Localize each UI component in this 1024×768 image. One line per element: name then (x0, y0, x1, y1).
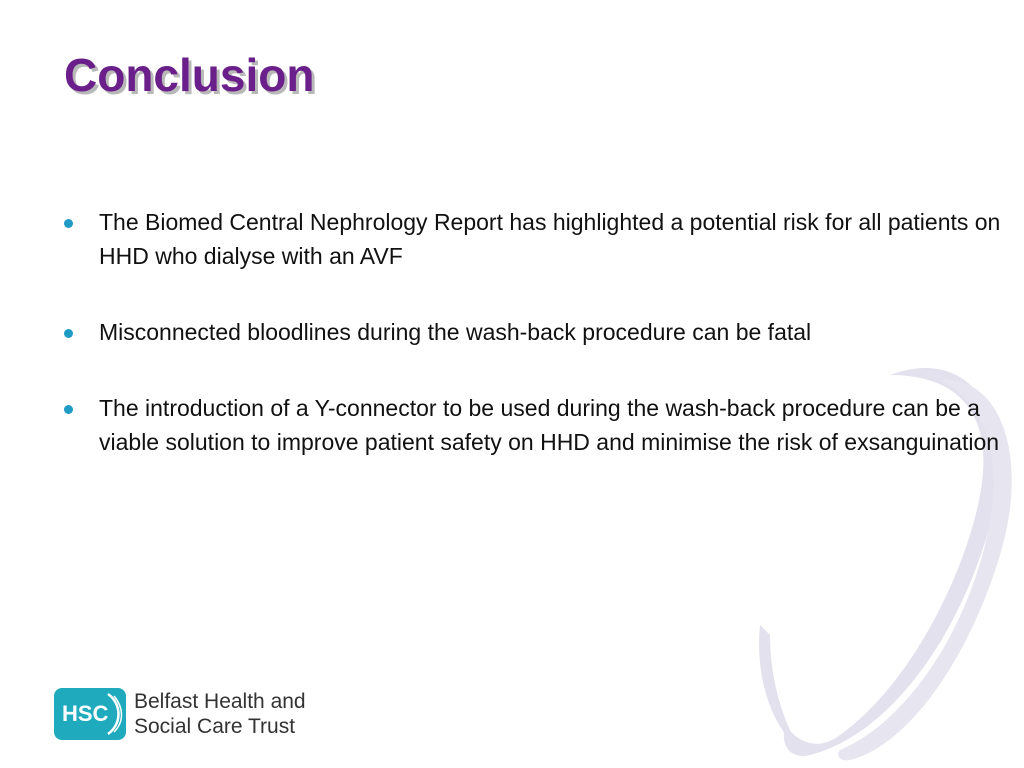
organisation-name (134, 689, 306, 739)
swoosh-icon (104, 690, 124, 738)
bullet-list (62, 205, 1012, 501)
bullet-item (62, 205, 1012, 273)
org-line-2: Social Care Trust (134, 715, 296, 738)
bullet-text: The Biomed Central Nephrology Report has highlighted a potential risk for all patients on HHD who dialyse with an AVF (99, 209, 1001, 269)
slide-title: Conclusion (64, 49, 315, 101)
hsc-abbr: HSC (62, 701, 109, 726)
bullet-item (62, 315, 1012, 349)
hsc-logo-mark (54, 688, 126, 740)
bullet-dot-icon (64, 329, 73, 338)
org-line-1: Belfast Health and (134, 690, 306, 713)
bullet-dot-icon (64, 219, 73, 228)
bullet-dot-icon (64, 405, 73, 414)
bullet-text: The introduction of a Y-connector to be used during the wash-back procedure can be a viable solution to improve patient safety on HHD and minimise the risk of exsanguination (99, 395, 1000, 455)
hsc-logo (54, 688, 306, 740)
bullet-text: Misconnected bloodlines during the wash-back procedure can be fatal (99, 319, 812, 345)
bullet-item (62, 391, 1012, 459)
